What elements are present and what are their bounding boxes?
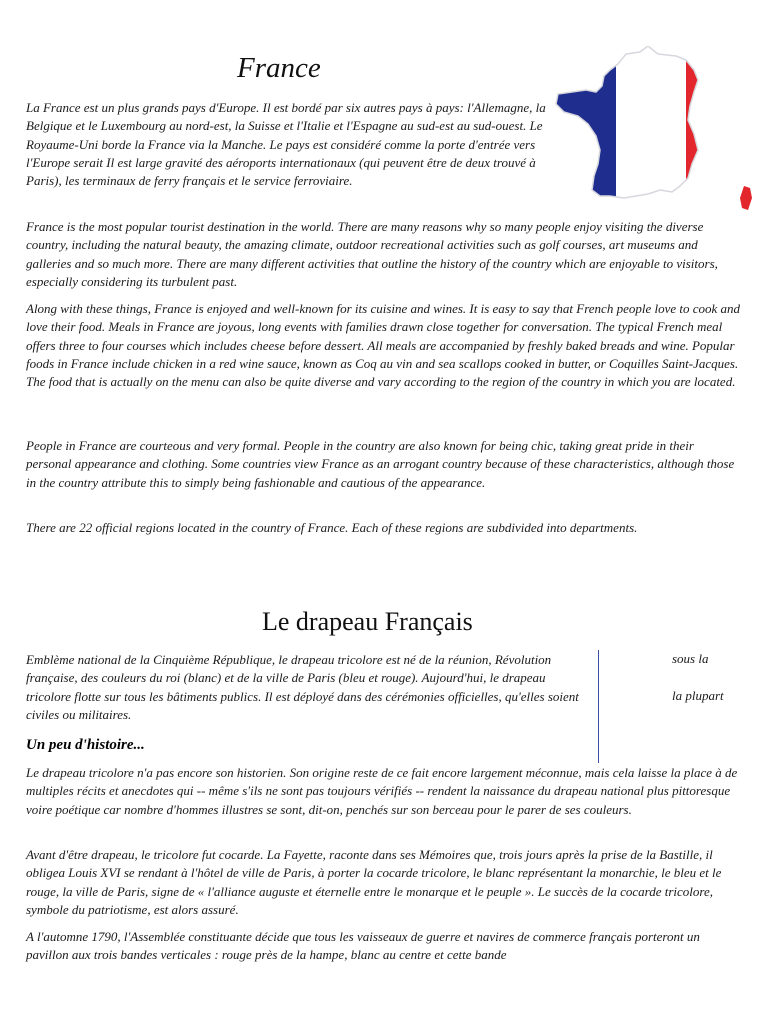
side-column-word: la plupart (672, 688, 724, 703)
paragraph-regions: There are 22 official regions located in the country of France. Each of these regions are subdivided into departments. (26, 520, 638, 535)
history-subheading: Un peu d'histoire... (26, 737, 145, 753)
drapeau-column-text: Emblème national de la Cinquième République, le drapeau tricolore est né de la réunion, Révolution française, des couleurs du roi (blanc) et de la ville de Paris (bleu et rouge). Aujourd'hui, le drapeau tricolore flotte sur tous les bâtiments publics. Il est déployé dans des cérémonies officielles, qu'elles soient civiles ou militaires. (26, 652, 579, 722)
paragraph-tourism: France is the most popular tourist destination in the world. There are many reasons why so many people enjoy visiting the diverse country, including the natural beauty, the amazing climate, outdoor recreational activities such as golf courses, art museums and galleries and so much more. There are many different activities that outline the history of the country which are enjoyable to visitors, especially considering its turbulent past. (26, 219, 718, 289)
column-divider (598, 650, 599, 763)
history-paragraph: A l'automne 1790, l'Assemblée constituante décide que tous les vaisseaux de guerre et navires de commerce français porteront un pavillon aux trois bandes verticales : rouge près de la hampe, blanc au centre et cette bande (26, 929, 700, 963)
france-flag-map-icon (548, 46, 758, 222)
flag-white-band (616, 46, 686, 222)
intro-paragraph-fr: La France est un plus grands pays d'Europe. Il est bordé par six autres pays à pays: l'Allemagne, la Belgique et le Luxembourg au nord-est, la Suisse et l'Italie et l'Espagne au sud-est au sud-ouest. Le Royaume-Uni borde la France via la Manche. Le pays est considéré comme la porte d'entrée vers l'Europe serait Il est large gravité des aéroports internationaux (qui peuvent être de deux trouvé à Paris), les terminaux de ferry français et le service ferroviaire. (26, 100, 546, 189)
history-paragraph: Le drapeau tricolore n'a pas encore son historien. Son origine reste de ce fait encore largement méconnue, mais cela laisse la place à de multiples récits et anecdotes qui -- même s'ils ne sont pas toujours vérifiés -- rendent la naissance du drapeau national plus pittoresque voire poétique car nombre d'hommes illustres se sont, dit-on, penchés sur son berceau pour le parer de ses couleurs. (26, 765, 738, 817)
paragraph-cuisine: Along with these things, France is enjoyed and well-known for its cuisine and wines. It is easy to say that French people love to cook and love their food. Meals in France are joyous, long events with families drawn close together for conversation. The typical French meal offers three to four courses which includes cheese before dessert. All meals are accompanied by freshly baked breads and wine. Popular foods in France include chicken in a red wine sauce, known as Coq au vin and sea scallops cooked in butter, or Coquilles Saint-Jacques. The food that is actually on the menu can also be quite diverse and vary according to the region of the country in which you are located. (26, 301, 741, 390)
corsica-shape (740, 186, 752, 210)
page-title: France (237, 52, 321, 84)
section-title-drapeau: Le drapeau Français (262, 607, 473, 636)
side-column-word: sous la (672, 651, 709, 666)
paragraph-people: People in France are courteous and very formal. People in the country are also known for being chic, taking great pride in their personal appearance and clothing. Some countries view France as an arrogant country because of these characteristics, although those in the country attribute this to simply being fashionable and cautious of the appearance. (26, 438, 735, 490)
history-paragraph: Avant d'être drapeau, le tricolore fut cocarde. La Fayette, raconte dans ses Mémoires que, trois jours après la prise de la Bastille, il obligea Louis XVI se rendant à l'hôtel de ville de Paris, à porter la cocarde tricolore, le blanc représentant la monarchie, le bleu et le rouge, la ville de Paris, signe de « l'alliance auguste et éternelle entre le monarque et le peuple ». Le succès de la cocarde tricolore, symbole du patriotisme, est alors assuré. (26, 847, 722, 917)
